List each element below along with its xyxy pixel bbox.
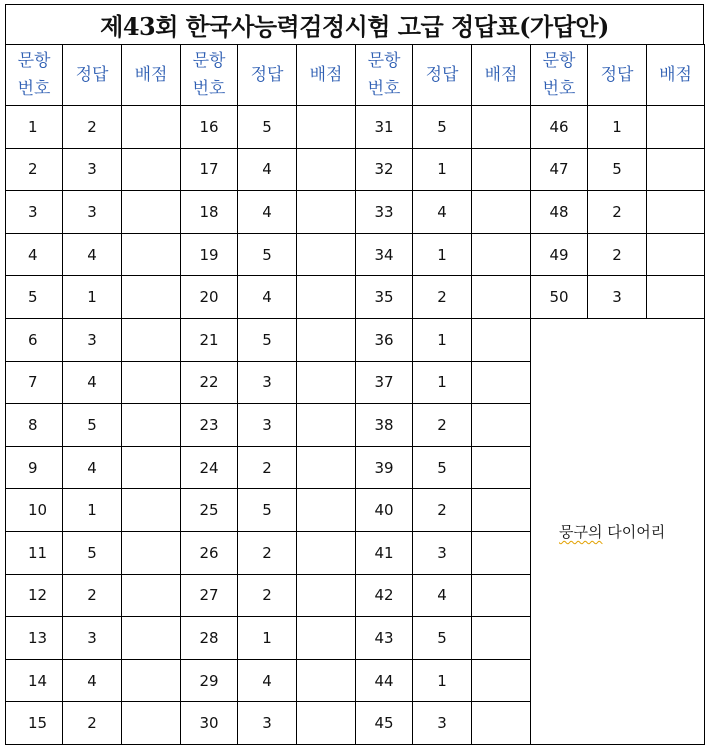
score-cell bbox=[297, 404, 356, 447]
question-number-cell: 5 bbox=[6, 276, 63, 319]
answer-cell: 5 bbox=[413, 106, 472, 149]
question-number-cell: 30 bbox=[181, 702, 238, 745]
score-cell bbox=[472, 106, 531, 149]
question-number-cell: 25 bbox=[181, 489, 238, 532]
header-question-number bbox=[181, 45, 238, 106]
table-row bbox=[6, 191, 705, 234]
score-cell bbox=[647, 191, 705, 234]
score-cell bbox=[472, 318, 531, 361]
score-cell bbox=[472, 361, 531, 404]
header-answer: 정답 bbox=[413, 45, 472, 106]
header-question-line2: 번호 bbox=[192, 79, 226, 99]
answer-cell: 1 bbox=[63, 276, 122, 319]
answer-cell: 4 bbox=[63, 659, 122, 702]
score-cell bbox=[297, 574, 356, 617]
question-number-cell: 49 bbox=[531, 233, 588, 276]
answer-cell: 5 bbox=[413, 617, 472, 660]
answer-cell: 1 bbox=[588, 106, 647, 149]
answer-cell: 5 bbox=[63, 531, 122, 574]
question-number-cell: 22 bbox=[181, 361, 238, 404]
question-number-cell: 34 bbox=[356, 233, 413, 276]
question-number-cell: 9 bbox=[6, 446, 63, 489]
score-cell bbox=[647, 276, 705, 319]
question-number-cell: 10 bbox=[6, 489, 63, 532]
watermark-note bbox=[531, 318, 705, 744]
answer-cell: 5 bbox=[588, 148, 647, 191]
question-number-cell: 13 bbox=[6, 617, 63, 660]
header-question-line2: 번호 bbox=[17, 79, 51, 99]
answer-cell: 4 bbox=[413, 574, 472, 617]
question-number-cell: 45 bbox=[356, 702, 413, 745]
table-row bbox=[6, 148, 705, 191]
question-number-cell: 40 bbox=[356, 489, 413, 532]
table-row bbox=[6, 233, 705, 276]
question-number-cell: 35 bbox=[356, 276, 413, 319]
question-number-cell: 44 bbox=[356, 659, 413, 702]
answer-cell: 5 bbox=[413, 446, 472, 489]
answer-cell: 2 bbox=[588, 191, 647, 234]
answer-cell: 4 bbox=[238, 659, 297, 702]
question-number-cell: 2 bbox=[6, 148, 63, 191]
answer-cell: 2 bbox=[413, 404, 472, 447]
answer-cell: 4 bbox=[238, 148, 297, 191]
question-number-cell: 7 bbox=[6, 361, 63, 404]
answer-cell: 2 bbox=[63, 106, 122, 149]
question-number-cell: 18 bbox=[181, 191, 238, 234]
score-cell bbox=[297, 148, 356, 191]
score-cell bbox=[297, 318, 356, 361]
table-body bbox=[6, 106, 705, 745]
question-number-cell: 21 bbox=[181, 318, 238, 361]
score-cell bbox=[297, 617, 356, 660]
score-cell bbox=[122, 191, 181, 234]
answer-cell: 2 bbox=[63, 702, 122, 745]
score-cell bbox=[122, 404, 181, 447]
score-cell bbox=[297, 702, 356, 745]
header-row bbox=[6, 45, 705, 106]
table-row bbox=[6, 318, 705, 361]
score-cell bbox=[472, 531, 531, 574]
answer-cell: 2 bbox=[413, 489, 472, 532]
table-row bbox=[6, 276, 705, 319]
header-answer: 정답 bbox=[63, 45, 122, 106]
score-cell bbox=[122, 574, 181, 617]
score-cell bbox=[122, 489, 181, 532]
question-number-cell: 36 bbox=[356, 318, 413, 361]
answer-cell: 3 bbox=[238, 404, 297, 447]
score-cell bbox=[297, 531, 356, 574]
question-number-cell: 27 bbox=[181, 574, 238, 617]
score-cell bbox=[297, 106, 356, 149]
question-number-cell: 32 bbox=[356, 148, 413, 191]
score-cell bbox=[472, 276, 531, 319]
answer-cell: 2 bbox=[238, 574, 297, 617]
answer-cell: 4 bbox=[238, 191, 297, 234]
header-question-line2: 번호 bbox=[367, 79, 401, 99]
header-question-line1: 문항 bbox=[367, 51, 401, 71]
answer-cell: 4 bbox=[238, 276, 297, 319]
question-number-cell: 28 bbox=[181, 617, 238, 660]
answer-cell: 2 bbox=[413, 276, 472, 319]
score-cell bbox=[122, 702, 181, 745]
score-cell bbox=[297, 489, 356, 532]
header-score: 배점 bbox=[297, 45, 356, 106]
question-number-cell: 31 bbox=[356, 106, 413, 149]
question-number-cell: 15 bbox=[6, 702, 63, 745]
score-cell bbox=[472, 659, 531, 702]
note-word-2: 다이어리 bbox=[607, 522, 666, 541]
answer-cell: 1 bbox=[413, 318, 472, 361]
answer-cell: 3 bbox=[238, 702, 297, 745]
score-cell bbox=[297, 191, 356, 234]
question-number-cell: 43 bbox=[356, 617, 413, 660]
question-number-cell: 26 bbox=[181, 531, 238, 574]
note-word-1: 뭉구의 bbox=[559, 522, 603, 541]
answer-cell: 3 bbox=[413, 702, 472, 745]
header-question-line1: 문항 bbox=[192, 51, 226, 71]
header-question-number bbox=[6, 45, 63, 106]
score-cell bbox=[297, 233, 356, 276]
question-number-cell: 20 bbox=[181, 276, 238, 319]
header-question-line2: 번호 bbox=[542, 79, 576, 99]
answer-cell: 5 bbox=[238, 233, 297, 276]
header-question-line1: 문항 bbox=[17, 51, 51, 71]
header-score: 배점 bbox=[647, 45, 705, 106]
question-number-cell: 6 bbox=[6, 318, 63, 361]
answer-cell: 1 bbox=[413, 148, 472, 191]
score-cell bbox=[472, 191, 531, 234]
answer-cell: 1 bbox=[413, 233, 472, 276]
score-cell bbox=[122, 617, 181, 660]
question-number-cell: 24 bbox=[181, 446, 238, 489]
header-answer: 정답 bbox=[238, 45, 297, 106]
score-cell bbox=[122, 148, 181, 191]
answer-cell: 4 bbox=[63, 233, 122, 276]
question-number-cell: 23 bbox=[181, 404, 238, 447]
answer-cell: 3 bbox=[413, 531, 472, 574]
question-number-cell: 48 bbox=[531, 191, 588, 234]
question-number-cell: 33 bbox=[356, 191, 413, 234]
header-answer: 정답 bbox=[588, 45, 647, 106]
header-question-line1: 문항 bbox=[542, 51, 576, 71]
score-cell bbox=[122, 106, 181, 149]
question-number-cell: 1 bbox=[6, 106, 63, 149]
question-number-cell: 14 bbox=[6, 659, 63, 702]
answer-cell: 5 bbox=[63, 404, 122, 447]
answer-cell: 2 bbox=[238, 531, 297, 574]
answer-cell: 4 bbox=[63, 446, 122, 489]
score-cell bbox=[472, 702, 531, 745]
answer-cell: 4 bbox=[63, 361, 122, 404]
score-cell bbox=[122, 659, 181, 702]
answer-sheet bbox=[5, 4, 704, 741]
score-cell bbox=[472, 489, 531, 532]
question-number-cell: 47 bbox=[531, 148, 588, 191]
score-cell bbox=[472, 148, 531, 191]
question-number-cell: 50 bbox=[531, 276, 588, 319]
answer-cell: 1 bbox=[413, 361, 472, 404]
answer-cell: 3 bbox=[63, 191, 122, 234]
score-cell bbox=[472, 574, 531, 617]
score-cell bbox=[472, 404, 531, 447]
question-number-cell: 39 bbox=[356, 446, 413, 489]
header-score: 배점 bbox=[472, 45, 531, 106]
answer-table bbox=[5, 44, 705, 745]
score-cell bbox=[122, 446, 181, 489]
answer-cell: 4 bbox=[413, 191, 472, 234]
question-number-cell: 17 bbox=[181, 148, 238, 191]
header-score: 배점 bbox=[122, 45, 181, 106]
answer-cell: 5 bbox=[238, 106, 297, 149]
table-row bbox=[6, 106, 705, 149]
question-number-cell: 46 bbox=[531, 106, 588, 149]
score-cell bbox=[297, 276, 356, 319]
question-number-cell: 41 bbox=[356, 531, 413, 574]
answer-cell: 3 bbox=[63, 617, 122, 660]
answer-cell: 1 bbox=[413, 659, 472, 702]
score-cell bbox=[122, 318, 181, 361]
answer-cell: 2 bbox=[238, 446, 297, 489]
score-cell bbox=[472, 233, 531, 276]
score-cell bbox=[122, 531, 181, 574]
question-number-cell: 16 bbox=[181, 106, 238, 149]
header-question-number bbox=[531, 45, 588, 106]
score-cell bbox=[122, 276, 181, 319]
header-question-number bbox=[356, 45, 413, 106]
answer-cell: 2 bbox=[588, 233, 647, 276]
answer-cell: 5 bbox=[238, 489, 297, 532]
question-number-cell: 8 bbox=[6, 404, 63, 447]
score-cell bbox=[472, 617, 531, 660]
question-number-cell: 12 bbox=[6, 574, 63, 617]
question-number-cell: 29 bbox=[181, 659, 238, 702]
question-number-cell: 38 bbox=[356, 404, 413, 447]
score-cell bbox=[297, 659, 356, 702]
question-number-cell: 11 bbox=[6, 531, 63, 574]
answer-cell: 5 bbox=[238, 318, 297, 361]
question-number-cell: 19 bbox=[181, 233, 238, 276]
answer-cell: 1 bbox=[63, 489, 122, 532]
score-cell bbox=[297, 446, 356, 489]
answer-cell: 1 bbox=[238, 617, 297, 660]
score-cell bbox=[122, 361, 181, 404]
score-cell bbox=[647, 106, 705, 149]
answer-cell: 3 bbox=[238, 361, 297, 404]
question-number-cell: 3 bbox=[6, 191, 63, 234]
question-number-cell: 37 bbox=[356, 361, 413, 404]
score-cell bbox=[297, 361, 356, 404]
answer-cell: 2 bbox=[63, 574, 122, 617]
question-number-cell: 4 bbox=[6, 233, 63, 276]
score-cell bbox=[122, 233, 181, 276]
answer-cell: 3 bbox=[63, 318, 122, 361]
question-number-cell: 42 bbox=[356, 574, 413, 617]
score-cell bbox=[472, 446, 531, 489]
page-title: 제43회 한국사능력검정시험 고급 정답표(가답안) bbox=[5, 4, 704, 44]
score-cell bbox=[647, 148, 705, 191]
answer-cell: 3 bbox=[588, 276, 647, 319]
score-cell bbox=[647, 233, 705, 276]
answer-cell: 3 bbox=[63, 148, 122, 191]
